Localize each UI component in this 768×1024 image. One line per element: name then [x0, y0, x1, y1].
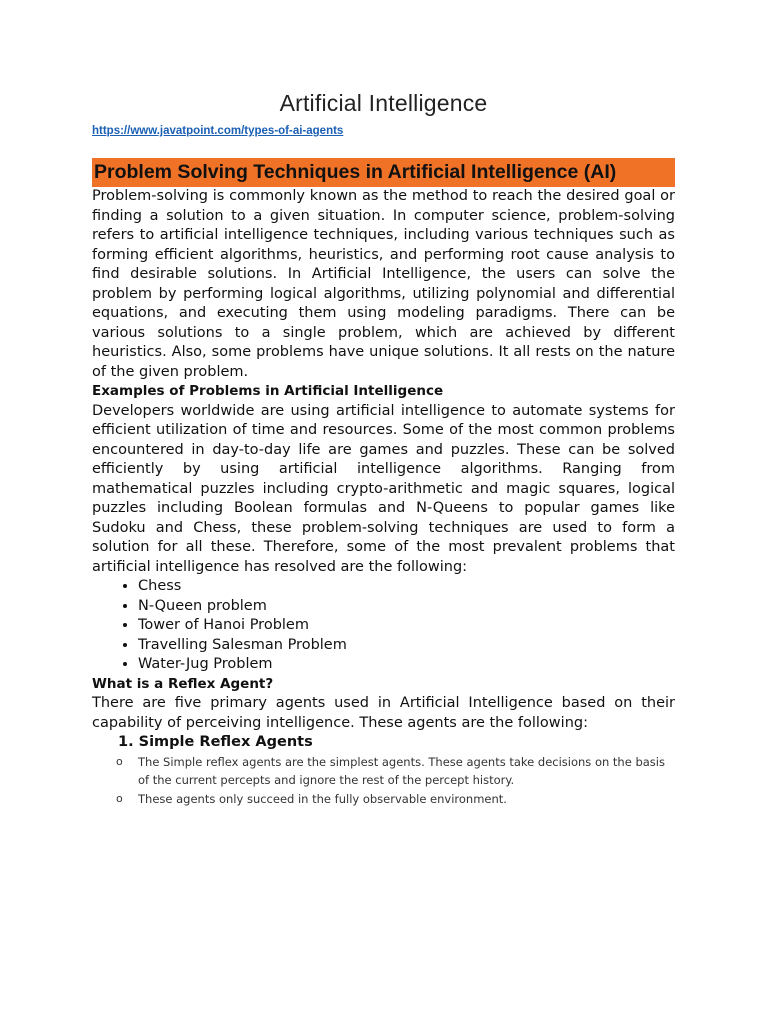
- problems-list: [92, 577, 675, 675]
- list-item: • Water-Jug Problem: [138, 655, 675, 675]
- circle-bullet-icon: o: [116, 791, 123, 805]
- circle-bullet-icon: o: [116, 754, 123, 768]
- section-heading-banner: [92, 158, 675, 187]
- list-item: • N-Queen problem: [138, 597, 675, 617]
- document-page: [92, 0, 675, 808]
- source-link[interactable]: https://www.javatpoint.com/types-of-ai-agents: [92, 125, 344, 137]
- list-item-text: These agents only succeed in the fully observable environment.: [138, 791, 507, 806]
- agent-type-heading: 1. Simple Reflex Agents: [118, 734, 313, 750]
- list-item-text: The Simple reflex agents are the simplest agents. These agents take decisions on the basis of the current percepts and ignore the rest of the percept history.: [138, 754, 665, 787]
- reflex-paragraph: There are five primary agents used in Artificial Intelligence based on their capability of perceiving intelligence. These agents are the following:: [92, 695, 675, 731]
- examples-heading: Examples of Problems in Artificial Intelligence: [92, 383, 444, 399]
- section-heading: Problem Solving Techniques in Artificial Intelligence (AI): [94, 161, 617, 183]
- document-title: Artificial Intelligence: [279, 90, 488, 116]
- list-item: • Chess: [138, 577, 675, 597]
- examples-paragraph: Developers worldwide are using artificial intelligence to automate systems for efficient utilization of time and resources. Some of the most common problems encountered in day-to-day life are games and puzzles. These can be solved efficiently by using artificial intelligence algorithms. Ranging from mathematical puzzles including crypto-arithmetic and magic squares, logical puzzles including Boolean formulas and N-Queens to popular games like Sudoku and Chess, these problem-solving techniques are used to form a solution for all these. Therefore, some of the most prevalent problems that artificial intelligence has resolved are the following:: [92, 402, 675, 575]
- list-item: • Tower of Hanoi Problem: [138, 616, 675, 636]
- list-item: [92, 753, 675, 790]
- agent-points-list: [92, 753, 675, 809]
- list-item: • Travelling Salesman Problem: [138, 636, 675, 656]
- list-item: [92, 790, 675, 809]
- reflex-agent-heading: What is a Reflex Agent?: [92, 675, 274, 692]
- intro-paragraph: Problem-solving is commonly known as the method to reach the desired goal or finding a solution to a given situation. In computer science, problem-solving refers to artificial intelligence techniques, including various techniques such as forming efficient algorithms, heuristics, and performing root cause analysis to find desirable solutions. In Artificial Intelligence, the users can solve the problem by performing logical algorithms, utilizing polynomial and differential equations, and executing them using modeling paradigms. There can be various solutions to a single problem, which are achieved by different heuristics. Also, some problems have unique solutions. It all rests on the nature of the given problem.: [92, 188, 675, 380]
